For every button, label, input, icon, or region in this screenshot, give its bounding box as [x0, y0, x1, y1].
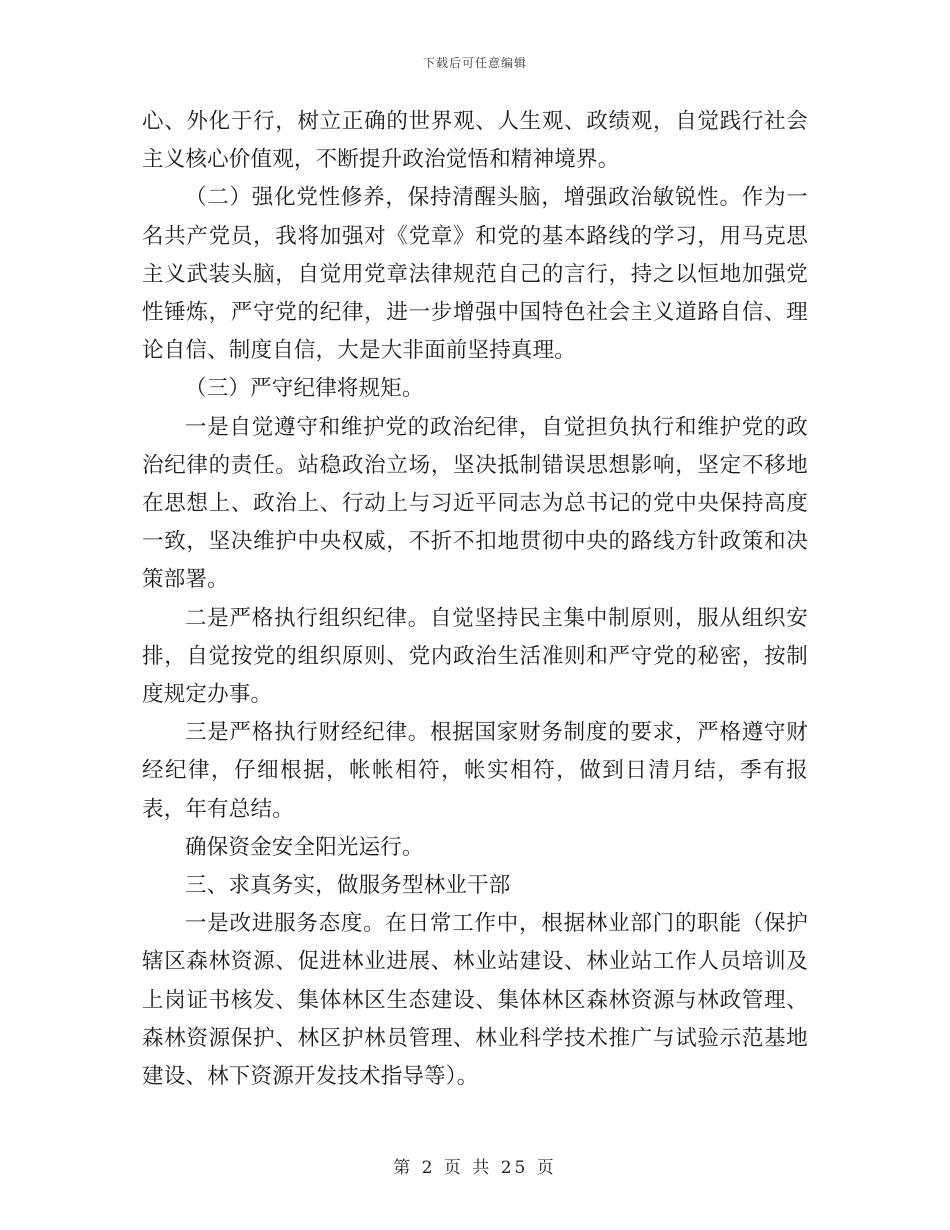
paragraph-6: 三是严格执行财经纪律。根据国家财务制度的要求，严格遵守财经纪律，仔细根据，帐帐相符，帐实相符，做到日清月结，季有报表，年有总结。: [142, 720, 808, 822]
paragraph-1: 心、外化于行，树立正确的世界观、人生观、政绩观，自觉践行社会主义核心价值观，不断提升政治觉悟和精神境界。: [142, 109, 808, 173]
paragraph-4: 一是自觉遵守和维护党的政治纪律，自觉担负执行和维护党的政治纪律的责任。站稳政治立场，坚决抵制错误思想影响，坚定不移地在思想上、政治上、行动上与习近平同志为总书记的党中央保持高度一致，坚决维护中央权威，不折不扣地贯彻中央的路线方针政策和决策部署。: [142, 414, 808, 593]
paragraph-5: 二是严格执行组织纪律。自觉坚持民主集中制原则，服从组织安排，自觉按党的组织原则、党内政治生活准则和严守党的秘密，按制度规定办事。: [142, 605, 808, 708]
paragraph-8: 三、求真务实，做服务型林业干部: [185, 873, 511, 899]
paragraph-3: （三）严守纪律将规矩。: [185, 376, 424, 402]
document-body: [142, 103, 808, 1096]
page-footer: 第 2 页 共 25 页: [393, 1158, 557, 1178]
page-header: 下载后可任意编辑: [422, 56, 527, 70]
paragraph-9: 一是改进服务态度。在日常工作中，根据林业部门的职能（保护辖区森林资源、促进林业进展、林业站建设、林业站工作人员培训及上岗证书核发、集体林区生态建设、集体林区森林资源与林政管理、森林资源保护、林区护林员管理、林业科学技术推广与试验示范基地建设、林下资源开发技术指导等）。: [142, 911, 808, 1090]
paragraph-7: 确保资金安全阳光运行。: [185, 834, 424, 860]
paragraph-2: （二）强化党性修养，保持清醒头脑，增强政治敏锐性。作为一名共产党员，我将加强对《党章》和党的基本路线的学习，用马克思主义武装头脑，自觉用党章法律规范自己的言行，持之以恒地加强党性锤炼，严守党的纪律，进一步增强中国特色社会主义道路自信、理论自信、制度自信，大是大非面前坚持真理。: [142, 185, 808, 364]
